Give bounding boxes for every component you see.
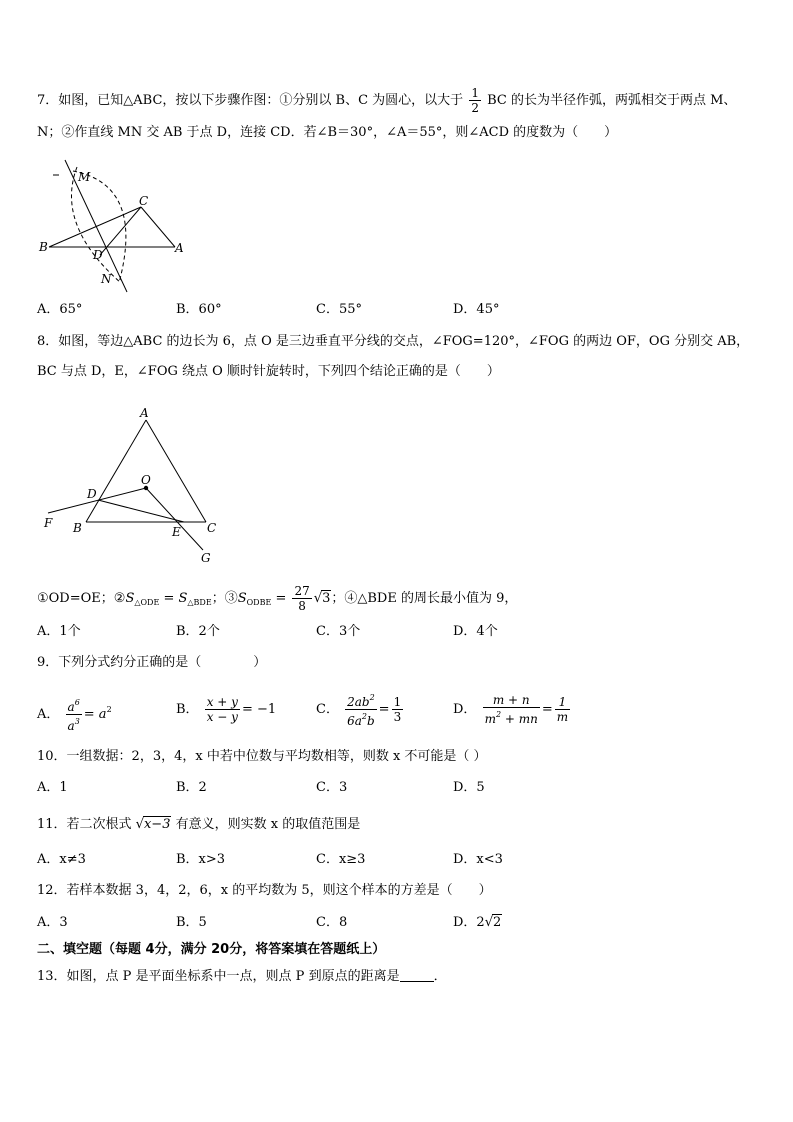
q12-stem: 12．若样本数据 3，4，2，6，x 的平均数为 5，则这个样本的方差是（ ） — [37, 883, 492, 898]
q8-label-O: O — [141, 473, 151, 487]
q8-option-a: A．1个 — [37, 624, 81, 639]
q7-line2: N；②作直线 MN 交 AB 于点 D，连接 CD．若∠B＝30°，∠A＝55°，则∠ACD 的度数为（ ） — [37, 125, 618, 140]
q7-option-d: D．45° — [453, 302, 500, 317]
q11-option-a: A．x≠3 — [37, 852, 86, 867]
q11-option-d: D．x<3 — [453, 852, 503, 867]
q8-line2: BC 与点 D，E，∠FOG 绕点 O 顺时针旋转时，下列四个结论正确的是（ ） — [37, 364, 500, 379]
q12-option-d: D．2√2 — [453, 915, 502, 930]
q12-option-b: B．5 — [176, 915, 207, 930]
q11-option-c: C．x≥3 — [316, 852, 366, 867]
q11-option-b: B．x>3 — [176, 852, 226, 867]
q10-option-b: B．2 — [176, 780, 207, 795]
q7-option-a: A．65° — [37, 302, 83, 317]
q12-option-c: C．8 — [316, 915, 348, 930]
q12-option-a: A．3 — [37, 915, 68, 930]
q7-option-c: C．55° — [316, 302, 362, 317]
q8-figure — [38, 400, 228, 570]
q8-option-c: C．3个 — [316, 624, 361, 639]
q7-option-b: B．60° — [176, 302, 222, 317]
q8-fraction: $\frac{27}{8}$ — [294, 584, 310, 613]
q10-stem: 10．一组数据：2，3，4，x 中若中位数与平均数相等，则数 x 不可能是（ ） — [37, 749, 487, 764]
q11-radicand: x−3 — [143, 817, 171, 832]
section-title: 二、填空题（每题 4分，满分 20分，将答案填在答题纸上） — [37, 942, 386, 957]
q7-figure — [35, 155, 195, 295]
q7-label-N: N — [101, 272, 112, 286]
q8-label-G: G — [201, 551, 211, 565]
q7-text-a: 7．如图，已知△ABC，按以下步骤作图：①分别以 B、C 为圆心，以大于 — [37, 93, 464, 108]
q7-fraction: $\frac{1}{2}$ — [471, 86, 479, 115]
q9-option-a: A． $\frac{a^6}{a^3}$ = $a^2$ — [37, 698, 112, 733]
q9-option-b: B． $\frac{x + y}{x - y}$ = −1 — [176, 695, 277, 724]
q10-option-c: C．3 — [316, 780, 348, 795]
q8-label-A: A — [140, 406, 149, 420]
q7-text-b: BC 的长为半径作弧，两弧相交于两点 M、 — [487, 93, 737, 108]
q7-label-M: M — [78, 170, 91, 184]
answer-blank[interactable] — [400, 969, 434, 982]
q8-option-b: B．2个 — [176, 624, 220, 639]
q10-option-d: D．5 — [453, 780, 485, 795]
q8-option-d: D．4个 — [453, 624, 498, 639]
q10-option-a: A．1 — [37, 780, 68, 795]
q7-line1 — [37, 86, 736, 115]
q7-label-D: D — [93, 248, 103, 262]
q8-label-D: D — [87, 487, 97, 501]
q7-label-A: A — [175, 241, 184, 255]
q9-option-c: C． $\frac{2ab^2}{6a^2b}$ = $\frac{1}{3}$ — [316, 693, 402, 728]
q8-label-F: F — [44, 516, 53, 530]
q8-label-B: B — [73, 521, 82, 535]
q7-label-C: C — [139, 194, 149, 208]
q7-label-B: B — [39, 240, 48, 254]
q11-stem: 11．若二次根式 √x−3 有意义，则实数 x 的取值范围是 — [37, 817, 361, 832]
q8-line1: 8．如图，等边△ABC 的边长为 6，点 O 是三边垂直平分线的交点，∠FOG=120°，∠FOG 的两边 OF，OG 分别交 AB， — [37, 334, 750, 349]
q8-label-C: C — [207, 521, 217, 535]
q8-statements: ①OD=OE；$②S_{\triangle ODE} = S_{\triangle BDE}$；$③S_{ODBE}$ = $\frac{27}{8}$ √3；④△BDE 的周长最小值为 9， — [37, 584, 518, 613]
q13-stem: 13．如图，点 P 是平面坐标系中一点，则点 P 到原点的距离是 ． — [37, 969, 447, 984]
q9-stem: 9．下列分式约分正确的是（ ） — [37, 655, 267, 670]
q8-label-E: E — [172, 525, 181, 539]
q9-option-d: D． $\frac{m + n}{m^2 + mn}$ = $\frac{1}{m}$ — [453, 693, 569, 726]
